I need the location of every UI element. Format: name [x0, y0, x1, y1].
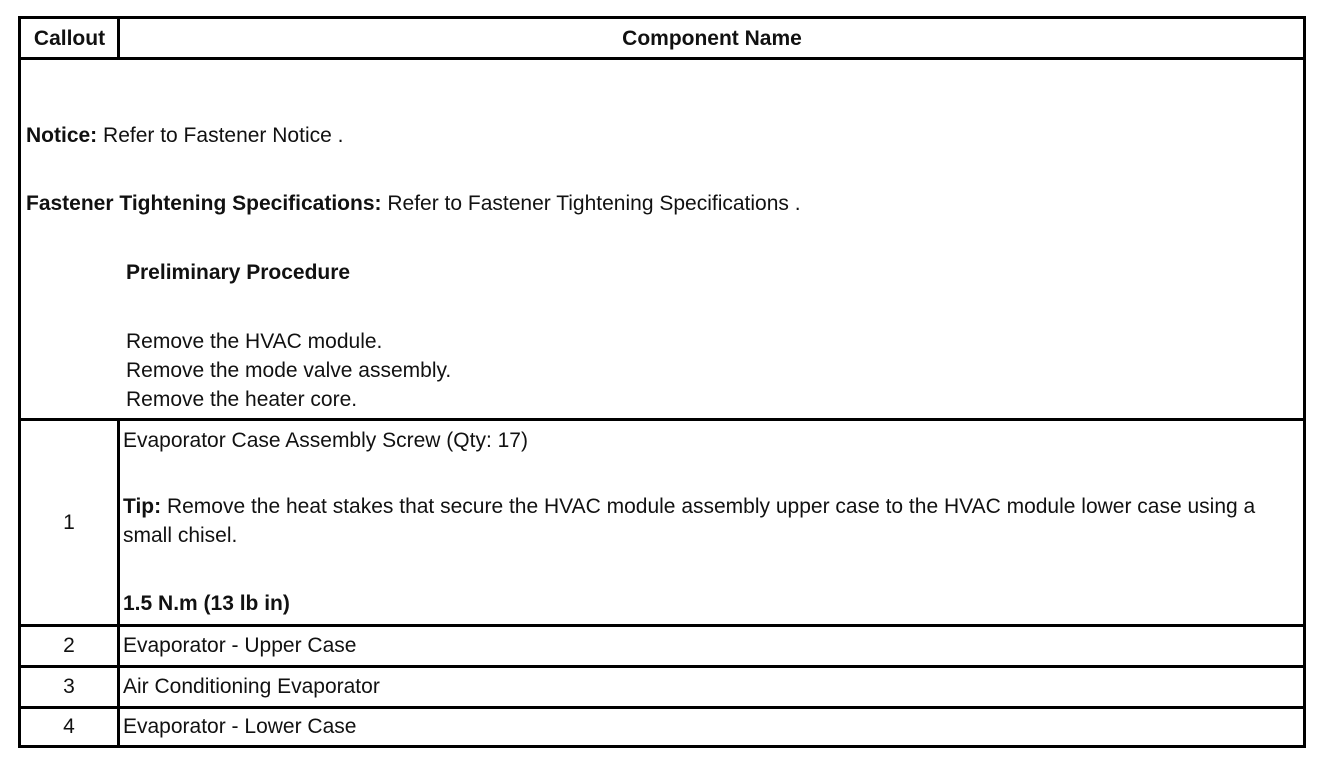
row-2-divider	[117, 627, 120, 667]
component-name-2: Evaporator - Upper Case	[123, 634, 357, 657]
row-4-divider	[117, 709, 120, 745]
row-3-divider	[117, 668, 120, 708]
fastener-spec-label: Fastener Tightening Specifications:	[26, 192, 382, 215]
intro-bottom-border	[21, 418, 1303, 421]
fastener-spec-text: Refer to Fastener Tightening Specifications .	[381, 192, 801, 215]
tip-label: Tip:	[123, 495, 162, 518]
notice-label: Notice:	[26, 124, 98, 147]
preliminary-procedure-title: Preliminary Procedure	[126, 261, 351, 284]
header-component-name: Component Name	[622, 27, 802, 50]
intro-section	[26, 121, 1296, 218]
component-name-4: Evaporator - Lower Case	[123, 715, 357, 738]
tip-line	[123, 492, 1298, 550]
component-table	[18, 16, 1306, 748]
callout-4: 4	[63, 715, 75, 738]
tip-text: Remove the heat stakes that secure the HVAC module assembly upper case to the HVAC module lower case using a small chisel.	[123, 495, 1256, 547]
step-item: Remove the mode valve assembly.	[126, 359, 452, 382]
torque-spec: 1.5 N.m (13 lb in)	[123, 592, 290, 615]
callout-2: 2	[63, 634, 75, 657]
component-name-3: Air Conditioning Evaporator	[123, 675, 380, 698]
callout-3: 3	[63, 675, 75, 698]
step-item: Remove the HVAC module.	[126, 330, 383, 353]
notice-text: Refer to Fastener Notice .	[97, 124, 344, 147]
row-1-divider	[117, 421, 120, 626]
step-item: Remove the heater core.	[126, 388, 358, 411]
row-1-content	[123, 426, 1298, 618]
header-callout: Callout	[33, 27, 106, 50]
preliminary-steps	[126, 327, 926, 414]
notice-line	[26, 121, 1296, 150]
fastener-spec-line	[26, 189, 1296, 218]
component-name-1: Evaporator Case Assembly Screw (Qty: 17)	[123, 429, 528, 452]
header-divider	[117, 19, 120, 59]
callout-1: 1	[63, 511, 75, 534]
header-bottom-border	[21, 57, 1303, 60]
